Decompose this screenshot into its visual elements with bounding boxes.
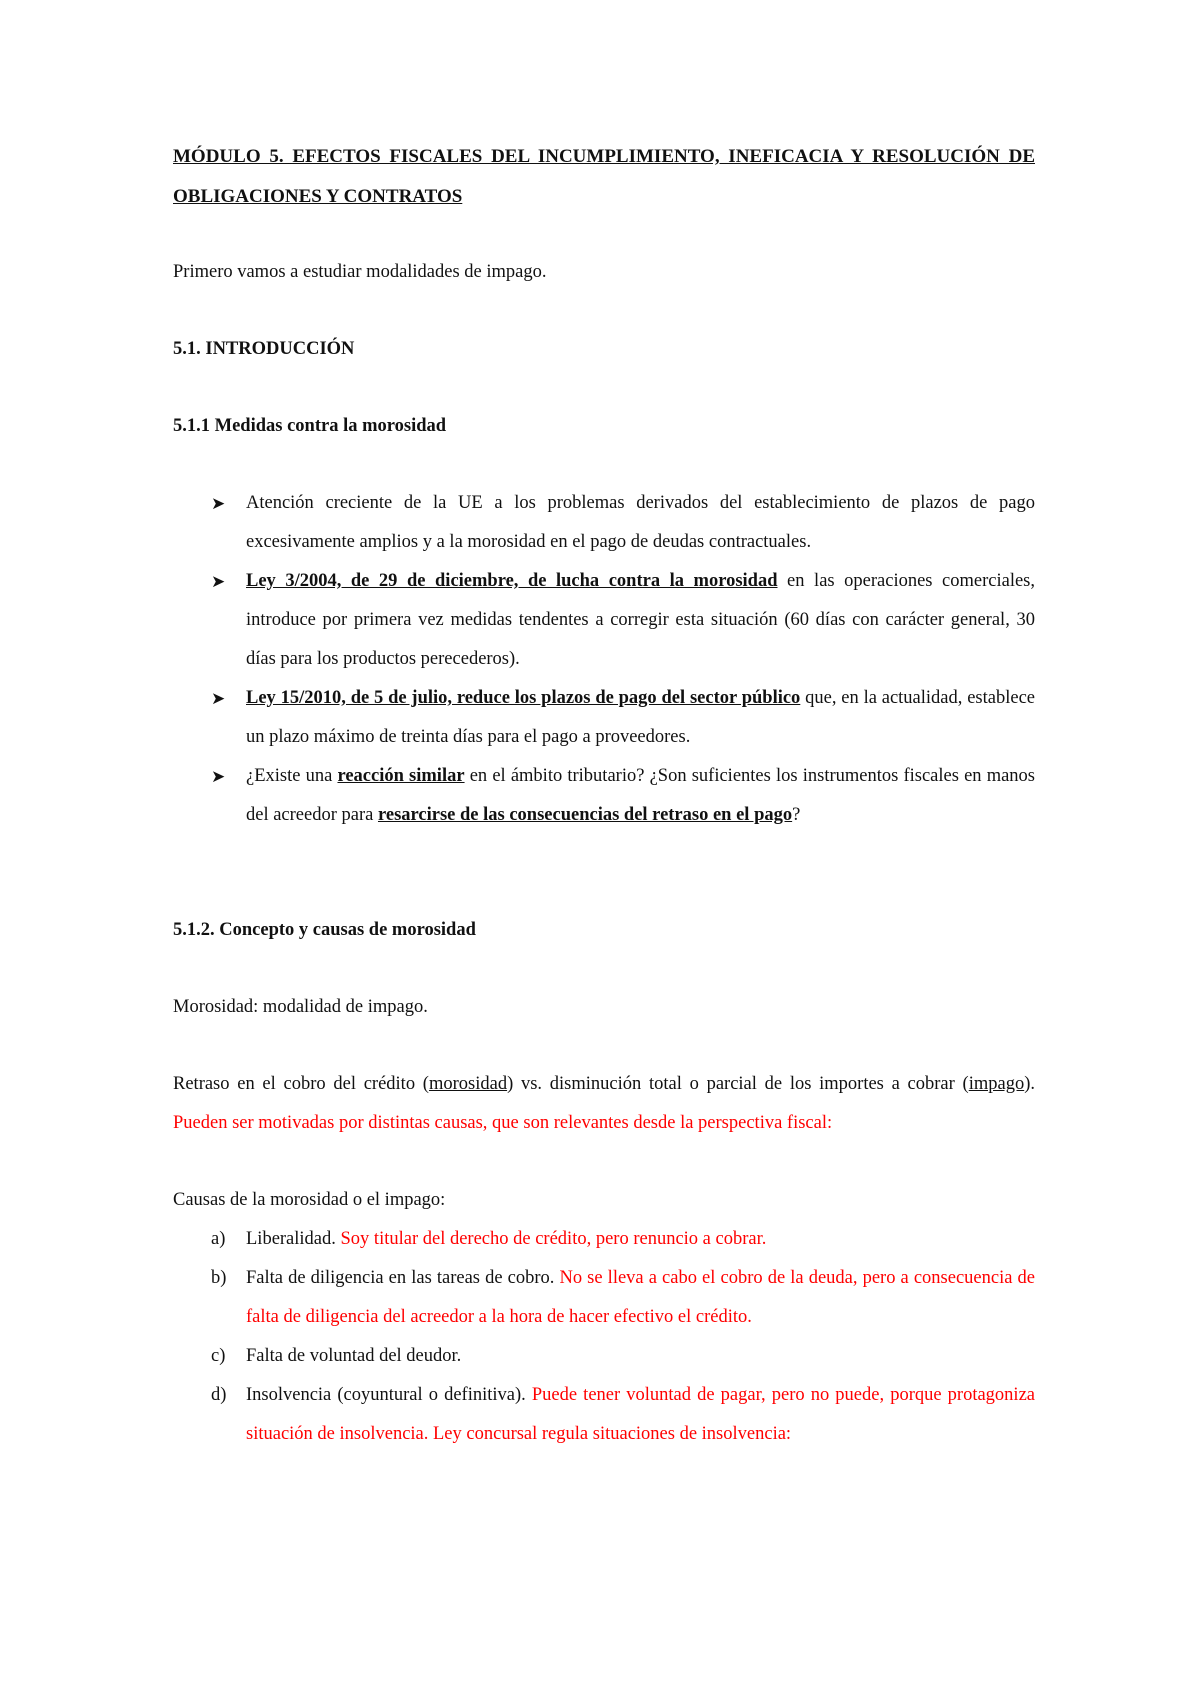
list-item: ➤ Atención creciente de la UE a los problemas derivados del establecimiento de plazos de pago excesivamente amplios y a la morosidad en el pago de deudas contractuales. bbox=[173, 484, 1035, 562]
causas-title: Causas de la morosidad o el impago: bbox=[173, 1190, 446, 1210]
list-item: ➤ ¿Existe una reacción similar en el ámbito tributario? ¿Son suficientes los instrumentos fiscales en manos del acreedor para resarcirse de las consecuencias del retraso en el pago? bbox=[173, 757, 1035, 835]
underlined-term: impago bbox=[968, 1074, 1025, 1094]
intro-paragraph: Primero vamos a estudiar modalidades de impago. bbox=[173, 262, 547, 282]
list-item: ➤ Ley 15/2010, de 5 de julio, reduce los plazos de pago del sector público que, en la actualidad, establece un plazo máximo de treinta días para el pago a proveedores. bbox=[173, 679, 1035, 757]
red-annotation: No se lleva a cabo el cobro de la deuda, pero a consecuencia de falta de diligencia del acreedor a la hora de hacer efectivo el crédito. bbox=[246, 1268, 1036, 1327]
law-reference: Ley 15/2010, de 5 de julio, reduce los plazos de pago del sector público bbox=[246, 688, 801, 708]
list-item: a) Liberalidad. Soy titular del derecho de crédito, pero renuncio a cobrar. bbox=[173, 1220, 1035, 1259]
list-marker: c) bbox=[211, 1346, 226, 1366]
red-annotation: Puede tener voluntad de pagar, pero no puede, porque protagoniza situación de insolvencia. Ley concursal regula situaciones de insolvencia: bbox=[246, 1385, 1035, 1444]
arrow-bullet-icon: ➤ bbox=[211, 572, 226, 591]
red-annotation: Pueden ser motivadas por distintas causas, que son relevantes desde la perspectiva fiscal: bbox=[173, 1113, 833, 1133]
section-heading-5-1-2: 5.1.2. Concepto y causas de morosidad bbox=[173, 920, 476, 940]
arrow-bullet-icon: ➤ bbox=[211, 767, 226, 786]
measures-list bbox=[173, 484, 1035, 835]
morosidad-definition: Morosidad: modalidad de impago. bbox=[173, 997, 428, 1017]
arrow-bullet-icon: ➤ bbox=[211, 689, 226, 708]
section-heading-5-1-1: 5.1.1 Medidas contra la morosidad bbox=[173, 416, 447, 436]
red-annotation: Soy titular del derecho de crédito, pero renuncio a cobrar. bbox=[340, 1229, 767, 1249]
underlined-term: morosidad bbox=[428, 1074, 508, 1094]
list-item: c) Falta de voluntad del deudor. bbox=[173, 1337, 1035, 1376]
list-marker: a) bbox=[211, 1229, 226, 1249]
list-item: ➤ Ley 3/2004, de 29 de diciembre, de lucha contra la morosidad en las operaciones comerciales, introduce por primera vez medidas tendentes a corregir esta situación (60 días con carácter general, 30 días para los productos perecederos). bbox=[173, 562, 1035, 679]
list-item: b) Falta de diligencia en las tareas de cobro. No se lleva a cabo el cobro de la deuda, pero a consecuencia de falta de diligencia del acreedor a la hora de hacer efectivo el crédito. bbox=[173, 1259, 1035, 1337]
list-marker: b) bbox=[211, 1268, 227, 1288]
emphasis-text: reacción similar bbox=[337, 766, 465, 786]
list-item: d) Insolvencia (coyuntural o definitiva). Puede tener voluntad de pagar, pero no puede, porque protagoniza situación de insolvencia. Ley concursal regula situaciones de insolvencia: bbox=[173, 1376, 1035, 1454]
document-title: MÓDULO 5. EFECTOS FISCALES DEL INCUMPLIMIENTO, INEFICACIA Y RESOLUCIÓN DE OBLIGACIONES Y CONTRATOS bbox=[173, 146, 1035, 207]
section-heading-5-1: 5.1. INTRODUCCIÓN bbox=[173, 339, 355, 359]
law-reference: Ley 3/2004, de 29 de diciembre, de lucha contra la morosidad bbox=[246, 571, 778, 591]
causas-list bbox=[173, 1220, 1035, 1454]
arrow-bullet-icon: ➤ bbox=[211, 494, 226, 513]
retraso-paragraph: Retraso en el cobro del crédito (morosidad) vs. disminución total o parcial de los importes a cobrar (impago). Pueden ser motivadas por distintas causas, que son relevantes desde la perspectiva fiscal: bbox=[173, 1074, 1035, 1133]
list-marker: d) bbox=[211, 1385, 227, 1405]
emphasis-text: resarcirse de las consecuencias del retraso en el pago bbox=[377, 805, 793, 825]
